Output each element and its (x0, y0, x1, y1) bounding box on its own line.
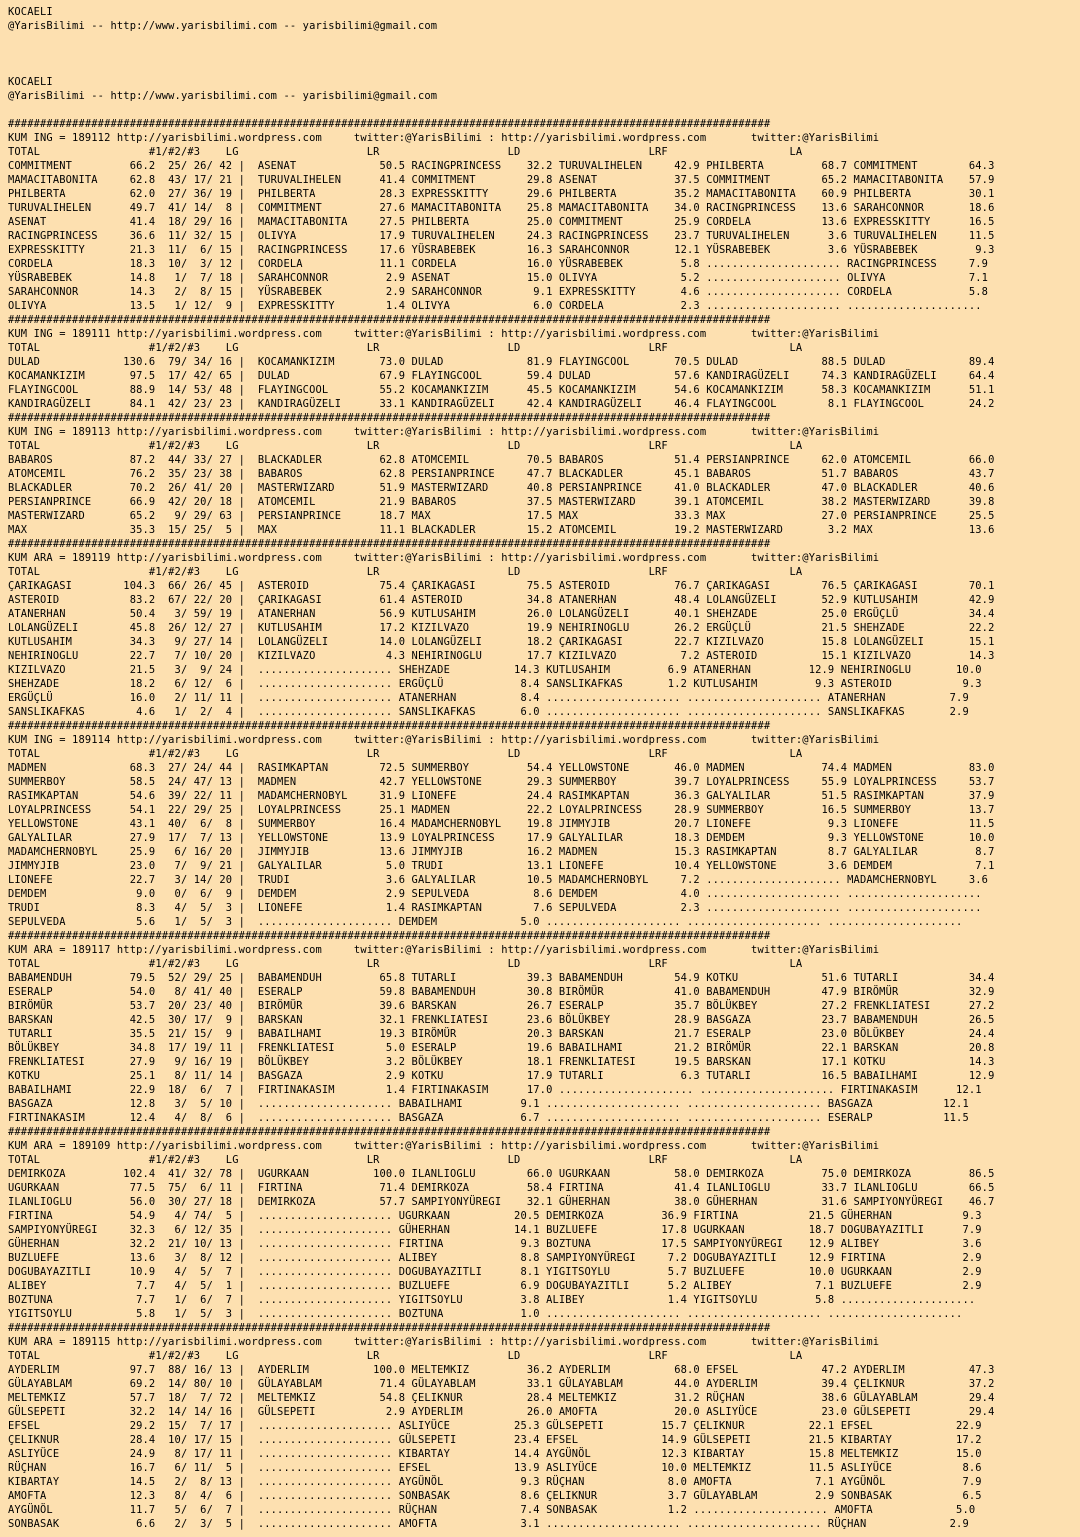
header-block-2: KOCAELI @YarisBilimi -- http://www.yarisbilimi.com -- yarisbilimi@gmail.com (8, 76, 438, 102)
header-block-1: KOCAELI @YarisBilimi -- http://www.yarisbilimi.com -- yarisbilimi@gmail.com (8, 6, 438, 32)
race-report-text: ####################################################################################################################### KUM ING = 189112 http://yarisbilimi.wordpress.com twitter:@YarisBilimi : http://yarisbilimi.wordpress.com twitter:@YarisBilimi TOTAL #1/#2/#3 LG LR LD LRF LA COMMITMENT 66.2 25/ 26/ 42 | ASENAT 50.5 RACINGPRINCESS 32.2 TURUVALIHELEN 42.9 PHILBERTA 68.7 COMMITMENT 64.3 MAMACITABONITA 62.8 43/ 17/ 21 | TURUVALIHELEN 41.4 COMMITMENT 29.8 ASENAT 37.5 COMMITMENT 65.2 MAMACITABONITA 57.9 PHILBERTA 62.0 27/ 36/ 19 | PHILBERTA 28.3 EXPRESSKITTY 29.6 PHILBERTA 35.2 MAMACITABONITA 60.9 PHILBERTA 30.1 TURUVALIHELEN 49.7 41/ 14/ 8 | COMMITMENT 27.6 MAMACITABONITA 25.8 MAMACITABONITA 34.0 RACINGPRINCESS 13.6 SARAHCONNOR 18.6 ASENAT 41.4 18/ 29/ 16 | MAMACITABONITA 27.5 PHILBERTA 25.0 COMMITMENT 25.9 CORDELA 13.6 EXPRESSKITTY 16.5 RACINGPRINCESS 36.6 11/ 32/ 15 | OLIVYA 17.9 TURUVALIHELEN 24.3 RACINGPRINCESS 23.7 TURUVALIHELEN 3.6 TURUVALIHELEN 11.5 EXPRESSKITTY 21.3 11/ 6/ 15 | RACINGPRINCESS 17.6 YÜSRABEBEK 16.3 SARAHCONNOR 12.1 YÜSRABEBEK 3.6 YÜSRABEBEK 9.3 CORDELA 18.3 10/ 3/ 12 | CORDELA 11.1 CORDELA 16.0 YÜSRABEBEK 5.8 ..................... RACINGPRINCESS 7.9 YÜSRABEBEK 14.8 1/ 7/ 18 | SARAHCONNOR 2.9 ASENAT 15.0 OLIVYA 5.2 ..................... OLIVYA 7.1 SARAHCONNOR 14.3 2/ 8/ 15 | YÜSRABEBEK 2.9 SARAHCONNOR 9.1 EXPRESSKITTY 4.6 ..................... CORDELA 5.8 OLIVYA 13.5 1/ 12/ 9 | EXPRESSKITTY 1.4 OLIVYA 6.0 CORDELA 2.3 ..................... ..................... ####################################################################################################################### KUM ING = 189111 http://yarisbilimi.wordpress.com twitter:@YarisBilimi : http://yarisbilimi.wordpress.com twitter:@YarisBilimi TOTAL #1/#2/#3 LG LR LD LRF LA DULAD 130.6 79/ 34/ 16 | KOCAMANKIZIM 73.0 DULAD 81.9 FLAYINGCOOL 70.5 DULAD 88.5 DULAD 89.4 KOCAMANKIZIM 97.5 17/ 42/ 65 | DULAD 67.9 FLAYINGCOOL 59.4 DULAD 57.6 KANDIRAGÜZELI 74.3 KANDIRAGÜZELI 64.4 FLAYINGCOOL 88.9 14/ 53/ 48 | FLAYINGCOOL 55.2 KOCAMANKIZIM 45.5 KOCAMANKIZIM 54.6 KOCAMANKIZIM 58.3 KOCAMANKIZIM 51.1 KANDIRAGÜZELI 84.1 42/ 23/ 23 | KANDIRAGÜZELI 33.1 KANDIRAGÜZELI 42.4 KANDIRAGÜZELI 46.4 FLAYINGCOOL 8.1 FLAYINGCOOL 24.2 ####################################################################################################################### KUM ING = 189113 http://yarisbilimi.wordpress.com twitter:@YarisBilimi : http://yarisbilimi.wordpress.com twitter:@YarisBilimi TOTAL #1/#2/#3 LG LR LD LRF LA BABAROS 87.2 44/ 33/ 27 | BLACKADLER 62.8 ATOMCEMIL 70.5 BABAROS 51.4 PERSIANPRINCE 62.0 ATOMCEMIL 66.0 ATOMCEMIL 76.2 35/ 23/ 38 | BABAROS 62.8 PERSIANPRINCE 47.7 BLACKADLER 45.1 BABAROS 51.7 BABAROS 43.7 BLACKADLER 70.2 26/ 41/ 20 | MASTERWIZARD 51.9 MASTERWIZARD 40.8 PERSIANPRINCE 41.0 BLACKADLER 47.0 BLACKADLER 40.6 PERSIANPRINCE 66.9 42/ 20/ 18 | ATOMCEMIL 21.9 BABAROS 37.5 MASTERWIZARD 39.1 ATOMCEMIL 38.2 MASTERWIZARD 39.8 MASTERWIZARD 65.2 9/ 29/ 63 | PERSIANPRINCE 18.7 MAX 17.5 MAX 33.3 MAX 27.0 PERSIANPRINCE 25.5 MAX 35.3 15/ 25/ 5 | MAX 11.1 BLACKADLER 15.2 ATOMCEMIL 19.2 MASTERWIZARD 3.2 MAX 13.6 ####################################################################################################################### KUM ARA = 189119 http://yarisbilimi.wordpress.com twitter:@YarisBilimi : http://yarisbilimi.wordpress.com twitter:@YarisBilimi TOTAL #1/#2/#3 LG LR LD LRF LA ÇARIKAGASI 104.3 66/ 26/ 45 | ASTEROID 75.4 ÇARIKAGASI 75.5 ASTEROID 76.7 ÇARIKAGASI 76.5 ÇARIKAGASI 70.1 ASTEROID 83.2 67/ 22/ 20 | ÇARIKAGASI 61.4 ASTEROID 34.8 ATANERHAN 48.4 LOLANGÜZELI 52.9 KUTLUSAHIM 42.9 ATANERHAN 50.4 3/ 59/ 19 | ATANERHAN 56.9 KUTLUSAHIM 26.0 LOLANGÜZELI 40.1 SHEHZADE 25.0 ERGÜÇLÜ 34.4 LOLANGÜZELI 45.8 26/ 12/ 27 | KUTLUSAHIM 17.2 KIZILVAZO 19.9 NEHIRINOGLU 26.2 ERGÜÇLÜ 21.5 SHEHZADE 22.2 KUTLUSAHIM 34.3 9/ 27/ 14 | LOLANGÜZELI 14.0 LOLANGÜZELI 18.2 ÇARIKAGASI 22.7 KIZILVAZO 15.8 LOLANGÜZELI 15.1 NEHIRINOGLU 22.7 7/ 10/ 20 | KIZILVAZO 4.3 NEHIRINOGLU 17.7 KIZILVAZO 7.2 ASTEROID 15.1 KIZILVAZO 14.3 KIZILVAZO 21.5 3/ 9/ 24 | ..................... SHEHZADE 14.3 KUTLUSAHIM 6.9 ATANERHAN 12.9 NEHIRINOGLU 10.0 SHEHZADE 18.2 6/ 12/ 6 | ..................... ERGÜÇLÜ 8.4 SANSLIKAFKAS 1.2 KUTLUSAHIM 9.3 ASTEROID 9.3 ERGÜÇLÜ 16.0 2/ 11/ 11 | ..................... ATANERHAN 8.4 ..................... ..................... ATANERHAN 7.9 SANSLIKAFKAS 4.6 1/ 2/ 4 | ..................... SANSLIKAFKAS 6.0 ..................... ..................... SANSLIKAFKAS 2.9 ####################################################################################################################### KUM ING = 189114 http://yarisbilimi.wordpress.com twitter:@YarisBilimi : http://yarisbilimi.wordpress.com twitter:@YarisBilimi TOTAL #1/#2/#3 LG LR LD LRF LA MADMEN 68.3 27/ 24/ 44 | RASIMKAPTAN 72.5 SUMMERBOY 54.4 YELLOWSTONE 46.0 MADMEN 74.4 MADMEN 83.0 SUMMERBOY 58.5 24/ 47/ 13 | MADMEN 42.7 YELLOWSTONE 29.3 SUMMERBOY 39.7 LOYALPRINCESS 55.9 LOYALPRINCESS 53.7 RASIMKAPTAN 54.6 39/ 22/ 11 | MADAMCHERNOBYL 31.9 LIONEFE 24.4 RASIMKAPTAN 36.3 GALYALILAR 51.5 RASIMKAPTAN 37.9 LOYALPRINCESS 54.1 22/ 29/ 25 | LOYALPRINCESS 25.1 MADMEN 22.2 LOYALPRINCESS 28.9 SUMMERBOY 16.5 SUMMERBOY 13.7 YELLOWSTONE 43.1 40/ 6/ 8 | SUMMERBOY 16.4 MADAMCHERNOBYL 19.8 JIMMYJIB 20.7 LIONEFE 9.3 LIONEFE 11.5 GALYALILAR 27.9 17/ 7/ 13 | YELLOWSTONE 13.9 LOYALPRINCESS 17.9 GALYALILAR 18.3 DEMDEM 9.3 YELLOWSTONE 10.0 MADAMCHERNOBYL 25.9 6/ 16/ 20 | JIMMYJIB 13.6 JIMMYJIB 16.2 MADMEN 15.3 RASIMKAPTAN 8.7 GALYALILAR 8.7 JIMMYJIB 23.0 7/ 9/ 21 | GALYALILAR 5.0 TRUDI 13.1 LIONEFE 10.4 YELLOWSTONE 3.6 DEMDEM 7.1 LIONEFE 22.7 3/ 14/ 20 | TRUDI 3.6 GALYALILAR 10.5 MADAMCHERNOBYL 7.2 ..................... MADAMCHERNOBYL 3.6 DEMDEM 9.0 0/ 6/ 9 | DEMDEM 2.9 SEPULVEDA 8.6 DEMDEM 4.0 ..................... ..................... TRUDI 8.3 4/ 5/ 3 | LIONEFE 1.4 RASIMKAPTAN 7.6 SEPULVEDA 2.3 ..................... ..................... SEPULVEDA 5.6 1/ 5/ 3 | ..................... DEMDEM 5.0 ..................... ..................... ..................... ####################################################################################################################### KUM ARA = 189117 http://yarisbilimi.wordpress.com twitter:@YarisBilimi : http://yarisbilimi.wordpress.com twitter:@YarisBilimi TOTAL #1/#2/#3 LG LR LD LRF LA BABAMENDUH 79.5 52/ 29/ 25 | BABAMENDUH 65.8 TUTARLI 39.3 BABAMENDUH 54.9 KOTKU 51.6 TUTARLI 34.4 ESERALP 54.0 8/ 41/ 40 | ESERALP 59.8 BABAMENDUH 30.8 BIRÖMÜR 41.0 BABAMENDUH 47.9 BIRÖMÜR 32.9 BIRÖMÜR 53.7 20/ 23/ 40 | BIRÖMÜR 39.6 BARSKAN 26.7 ESERALP 35.7 BÖLÜKBEY 27.2 FRENKLIATESI 27.2 BARSKAN 42.5 30/ 17/ 9 | BARSKAN 32.1 FRENKLIATESI 23.6 BÖLÜKBEY 28.9 BASGAZA 23.7 BABAMENDUH 26.5 TUTARLI 35.5 21/ 15/ 9 | BABAILHAMI 19.3 BIRÖMÜR 20.3 BARSKAN 21.7 ESERALP 23.0 BÖLÜKBEY 24.4 BÖLÜKBEY 34.8 17/ 19/ 11 | FRENKLIATESI 5.0 ESERALP 19.6 BABAILHAMI 21.2 BIRÖMÜR 22.1 BARSKAN 20.8 FRENKLIATESI 27.9 9/ 16/ 19 | BÖLÜKBEY 3.2 BÖLÜKBEY 18.1 FRENKLIATESI 19.5 BARSKAN 17.1 KOTKU 14.3 KOTKU 25.1 8/ 11/ 14 | BASGAZA 2.9 KOTKU 17.9 TUTARLI 6.3 TUTARLI 16.5 BABAILHAMI 12.9 BABAILHAMI 22.9 18/ 6/ 7 | FIRTINAKASIM 1.4 FIRTINAKASIM 17.0 ..................... ..................... FIRTINAKASIM 12.1 BASGAZA 12.8 3/ 5/ 10 | ..................... BABAILHAMI 9.1 ..................... ..................... BASGAZA 12.1 FIRTINAKASIM 12.4 4/ 8/ 6 | ..................... BASGAZA 6.7 ..................... ..................... ESERALP 11.5 ####################################################################################################################### KUM ARA = 189109 http://yarisbilimi.wordpress.com twitter:@YarisBilimi : http://yarisbilimi.wordpress.com twitter:@YarisBilimi TOTAL #1/#2/#3 LG LR LD LRF LA DEMIRKOZA 102.4 41/ 32/ 78 | UGURKAAN 100.0 ILANLIOGLU 66.0 UGURKAAN 58.0 DEMIRKOZA 75.0 DEMIRKOZA 86.5 UGURKAAN 77.5 75/ 6/ 11 | FIRTINA 71.4 DEMIRKOZA 58.4 FIRTINA 41.4 ILANLIOGLU 33.7 ILANLIOGLU 66.5 ILANLIOGLU 56.0 30/ 27/ 18 | DEMIRKOZA 57.7 SAMPIYONYÜREGI 32.1 GÜHERHAN 38.0 GÜHERHAN 31.6 SAMPIYONYÜREGI 46.7 FIRTINA 54.9 4/ 74/ 5 | ..................... UGURKAAN 20.5 DEMIRKOZA 36.9 FIRTINA 21.5 GÜHERHAN 9.3 SAMPIYONYÜREGI 32.3 6/ 12/ 35 | ..................... GÜHERHAN 14.1 BUZLUEFE 17.8 UGURKAAN 18.7 DOGUBAYAZITLI 7.9 GÜHERHAN 32.2 21/ 10/ 13 | ..................... FIRTINA 9.3 BOZTUNA 17.5 SAMPIYONYÜREGI 12.9 ALIBEY 3.6 BUZLUEFE 13.6 3/ 8/ 12 | ..................... ALIBEY 8.8 SAMPIYONYÜREGI 7.2 DOGUBAYAZITLI 12.9 FIRTINA 2.9 DOGUBAYAZITLI 10.9 4/ 5/ 7 | ..................... DOGUBAYAZITLI 8.1 YIGITSOYLU 5.7 BUZLUEFE 10.0 UGURKAAN 2.9 ALIBEY 7.7 4/ 5/ 1 | ..................... BUZLUEFE 6.9 DOGUBAYAZITLI 5.2 ALIBEY 7.1 BUZLUEFE 2.9 BOZTUNA 7.7 1/ 6/ 7 | ..................... YIGITSOYLU 3.8 ALIBEY 1.4 YIGITSOYLU 5.8 ..................... YIGITSOYLU 5.8 1/ 5/ 3 | ..................... BOZTUNA 1.0 ..................... ..................... ..................... ####################################################################################################################### KUM ARA = 189115 http://yarisbilimi.wordpress.com twitter:@YarisBilimi : http://yarisbilimi.wordpress.com twitter:@YarisBilimi TOTAL #1/#2/#3 LG LR LD LRF LA AYDERLIM 97.7 88/ 16/ 13 | AYDERLIM 100.0 MELTEMKIZ 36.2 AYDERLIM 68.0 EFSEL 47.2 AYDERLIM 47.3 GÜLAYABLAM 69.2 14/ 80/ 10 | GÜLAYABLAM 71.4 GÜLAYABLAM 33.1 GÜLAYABLAM 44.0 AYDERLIM 39.4 ÇELIKNUR 37.2 MELTEMKIZ 57.7 18/ 7/ 72 | MELTEMKIZ 54.8 ÇELIKNUR 28.4 MELTEMKIZ 31.2 RÜÇHAN 38.6 GÜLAYABLAM 29.4 GÜLSEPETI 32.2 14/ 14/ 16 | GÜLSEPETI 2.9 AYDERLIM 26.0 AMOFTA 20.0 ASLIYÜCE 23.0 GÜLSEPETI 29.4 EFSEL 29.2 15/ 7/ 17 | ..................... ASLIYÜCE 25.3 GÜLSEPETI 15.7 ÇELIKNUR 22.1 EFSEL 22.9 ÇELIKNUR 28.4 10/ 17/ 15 | ..................... GÜLSEPETI 23.4 EFSEL 14.9 GÜLSEPETI 21.5 KIBARTAY 17.2 ASLIYÜCE 24.9 8/ 17/ 11 | ..................... KIBARTAY 14.4 AYGÜNÖL 12.3 KIBARTAY 15.8 MELTEMKIZ 15.0 RÜÇHAN 16.7 6/ 11/ 5 | ..................... EFSEL 13.9 ASLIYÜCE 10.0 MELTEMKIZ 11.5 ASLIYÜCE 8.6 KIBARTAY 14.5 2/ 8/ 13 | ..................... AYGÜNÖL 9.3 RÜÇHAN 8.0 AMOFTA 7.1 AYGÜNÖL 7.9 AMOFTA 12.3 8/ 4/ 6 | ..................... SONBASAK 8.6 ÇELIKNUR 3.7 GÜLAYABLAM 2.9 SONBASAK 6.5 AYGÜNÖL 11.7 5/ 6/ 7 | ..................... RÜÇHAN 7.4 SONBASAK 1.2 ..................... AMOFTA 5.0 SONBASAK 6.6 2/ 3/ 5 | ..................... AMOFTA 3.1 ..................... ..................... RÜÇHAN 2.9 (8, 118, 995, 1530)
